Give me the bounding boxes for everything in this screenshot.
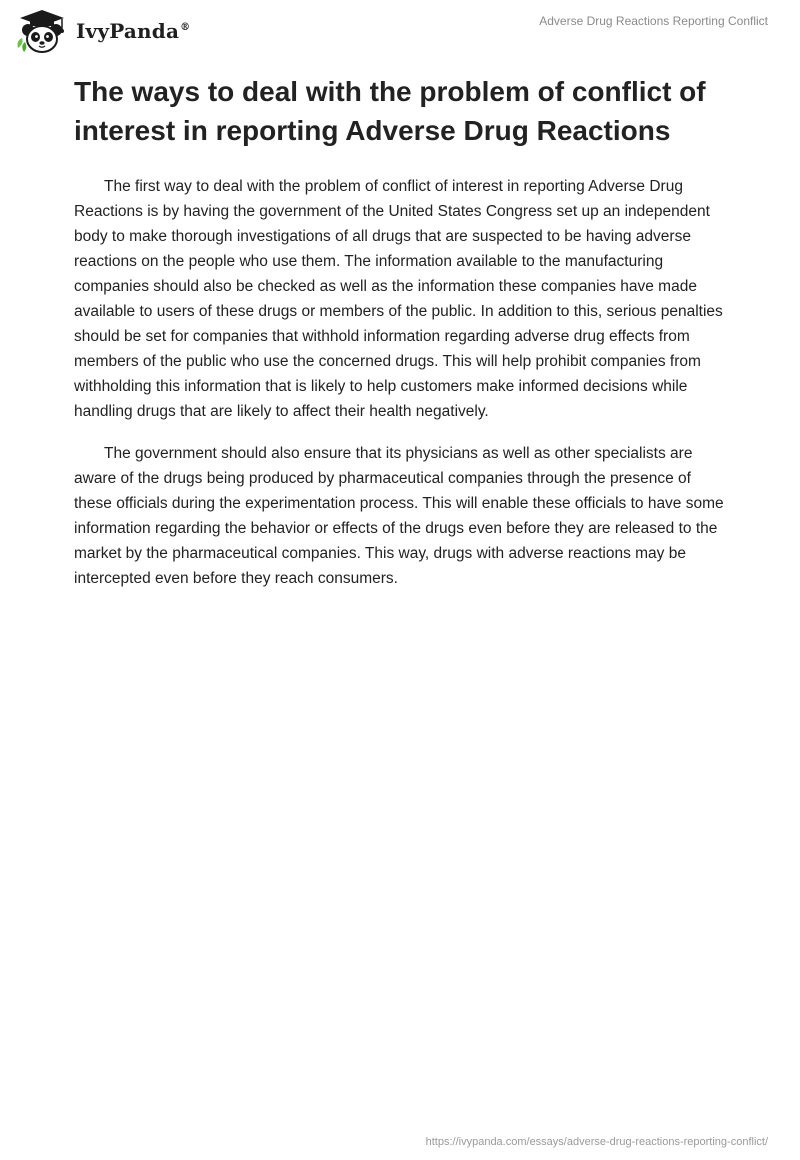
paragraph: The first way to deal with the problem of conflict of interest in reporting Adverse Drug Reactions is by having the government of the United States Congress set up an independent body to make thorough investigations of all drugs that are suspected to be having adverse reactions on the people who use them. The information available to the manufacturing companies should also be checked as well as the information these companies have made available to users of these drugs or members of the public. In addition to this, serious penalties should be set for companies that withhold information regarding adverse drug effects from members of the public who use the concerned drugs. This will help prohibit companies from withholding this information that is likely to help customers make informed decisions while handling drugs that are likely to affect their health negatively. [74,178,723,420]
running-title: Adverse Drug Reactions Reporting Conflict [539,14,768,28]
page-header [0,0,800,60]
source-url-link[interactable]: https://ivypanda.com/essays/adverse-drug-reactions-reporting-conflict/ [425,1136,768,1148]
brand-name: IvyPanda® [76,19,191,43]
article-body [74,72,724,608]
panda-logo-icon [14,8,70,54]
article-title: The ways to deal with the problem of conflict of interest in reporting Adverse Drug Reactions [74,76,706,146]
paragraph: The government should also ensure that its physicians as well as other specialists are aware of the drugs being produced by pharmaceutical companies through the presence of these officials during the experimentation process. This will enable these officials to have some information regarding the behavior or effects of the drugs even before they are released to the market by the pharmaceutical companies. This way, drugs with adverse reactions may be intercepted even before they reach consumers. [74,445,724,587]
registered-mark: ® [180,22,191,34]
ivypanda-logo[interactable] [14,8,190,54]
